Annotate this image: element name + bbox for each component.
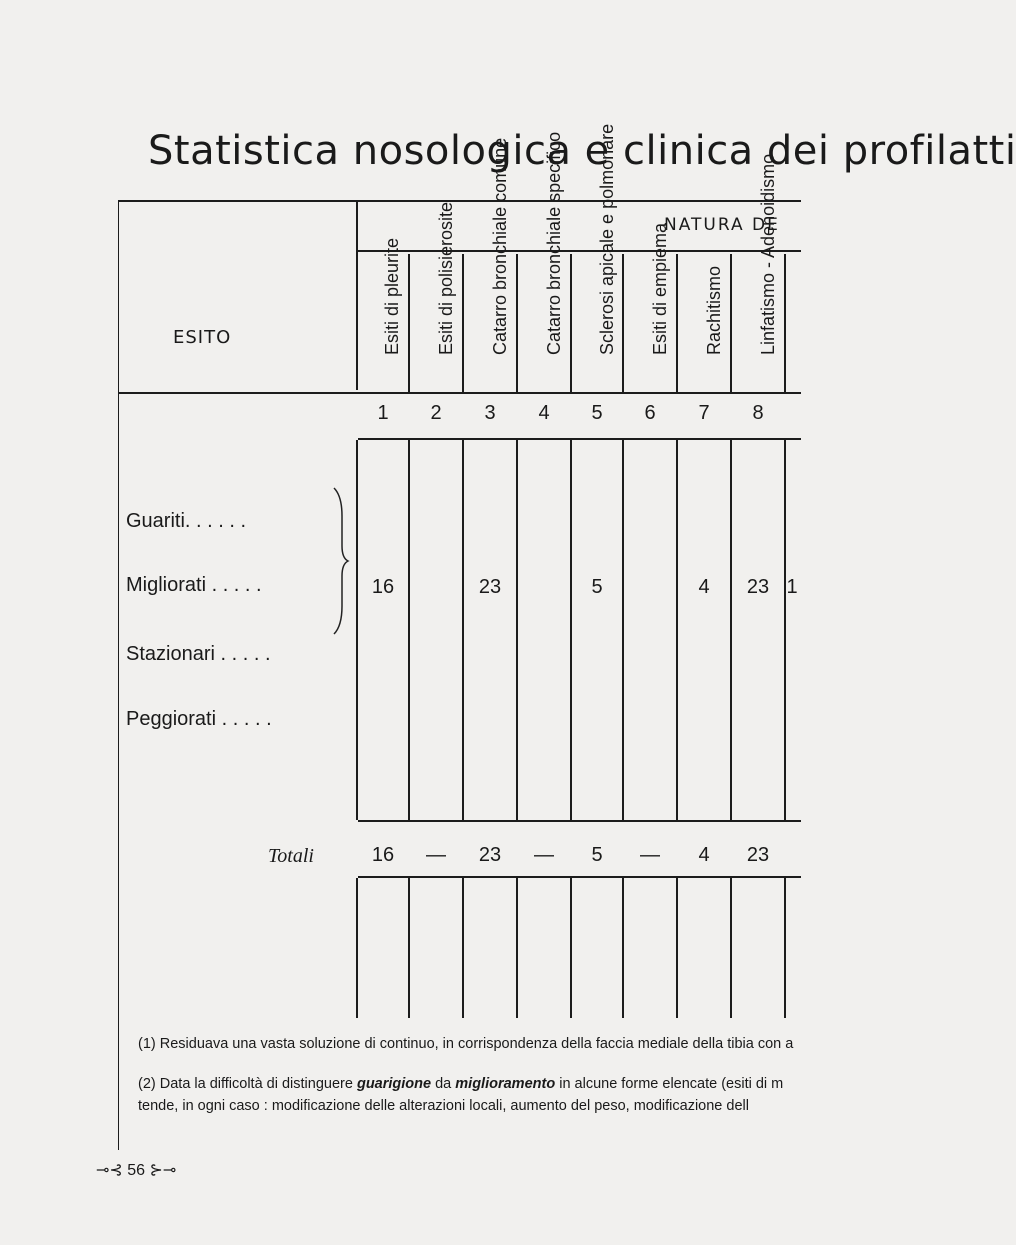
totali-label: Totali [268, 845, 314, 867]
col-divider [676, 440, 678, 820]
col-divider [784, 878, 786, 1018]
column-header: Catarro bronchiale comune [490, 137, 510, 355]
grouping-brace [330, 486, 350, 636]
col-divider [408, 878, 410, 1018]
table-cell: 16 [371, 576, 395, 598]
col-divider [676, 254, 678, 394]
totali-cell: — [426, 844, 446, 866]
column-number: 8 [752, 402, 764, 424]
table-left-border [118, 200, 119, 1150]
page-title: Statistica nosologica e clinica dei profilatti [148, 128, 1016, 174]
row-label-migliorati: Migliorati . . . . . [126, 574, 262, 596]
totali-cell: — [640, 844, 660, 866]
col-divider [784, 440, 786, 820]
col-divider [408, 440, 410, 820]
esito-header: ESITO [173, 327, 232, 348]
col-divider [516, 878, 518, 1018]
column-header: Esiti di polisierosite [436, 201, 456, 355]
totali-cell: 16 [371, 844, 395, 866]
table-cell: 23 [478, 576, 502, 598]
col-divider [730, 440, 732, 820]
table-cell: 5 [591, 576, 603, 598]
table-cell: 4 [698, 576, 710, 598]
col-divider [676, 878, 678, 1018]
column-number: 4 [538, 402, 550, 424]
col-divider [462, 254, 464, 394]
totali-cell: 4 [698, 844, 710, 866]
footnote-2-line2: tende, in ogni caso : modificazione delle alterazioni locali, aumento del peso, modificazione dell [138, 1098, 749, 1114]
table-cell: 23 [746, 576, 770, 598]
header-bottom-border [118, 392, 801, 394]
column-header: Esiti di pleurite [382, 237, 402, 355]
column-header: Catarro bronchiale specifico [544, 131, 564, 355]
col-divider [408, 254, 410, 394]
col-divider [516, 440, 518, 820]
table-cell: 1 [786, 576, 798, 598]
col-divider [570, 878, 572, 1018]
totali-cell: 23 [746, 844, 770, 866]
column-number: 7 [698, 402, 710, 424]
col-divider [622, 878, 624, 1018]
col-divider [462, 878, 464, 1018]
col-divider [622, 440, 624, 820]
column-number: 6 [644, 402, 656, 424]
column-number: 3 [484, 402, 496, 424]
column-number: 2 [430, 402, 442, 424]
totali-cell: — [534, 844, 554, 866]
footnote-2: (2) Data la difficoltà di distinguere guarigione da miglioramento in alcune forme elencate (esiti di m [138, 1076, 784, 1092]
col-divider [356, 440, 358, 820]
column-header: Linfatismo - Adenoidismo [758, 153, 778, 355]
col-divider [570, 440, 572, 820]
col-divider [730, 878, 732, 1018]
col-divider [516, 254, 518, 394]
row-label-guariti: Guariti. . . . . . [126, 510, 247, 532]
footnote-1: (1) Residuava una vasta soluzione di continuo, in corrispondenza della faccia mediale della tibia con a [138, 1036, 794, 1052]
column-number: 5 [591, 402, 603, 424]
col-divider [356, 878, 358, 1018]
row-label-stazionari: Stazionari . . . . . [126, 643, 271, 665]
totali-cell: 5 [591, 844, 603, 866]
esito-column-divider [356, 200, 358, 390]
col-divider [462, 440, 464, 820]
natura-header: NATURA DE [664, 215, 780, 235]
row-label-peggiorati: Peggiorati . . . . . [126, 708, 272, 730]
column-header: Sclerosi apicale e polmonare [597, 123, 617, 355]
col-divider [730, 254, 732, 394]
number-row-underline [358, 438, 801, 440]
col-divider [784, 254, 786, 394]
totali-bottom-border [358, 876, 801, 878]
col-divider [622, 254, 624, 394]
column-header: Rachitismo [704, 265, 724, 355]
col-divider [570, 254, 572, 394]
page-number: ⊸⊰ 56 ⊱⊸ [96, 1162, 177, 1179]
column-header: Esiti di empiema [650, 222, 670, 355]
totali-top-border [358, 820, 801, 822]
column-number: 1 [377, 402, 389, 424]
totali-cell: 23 [478, 844, 502, 866]
